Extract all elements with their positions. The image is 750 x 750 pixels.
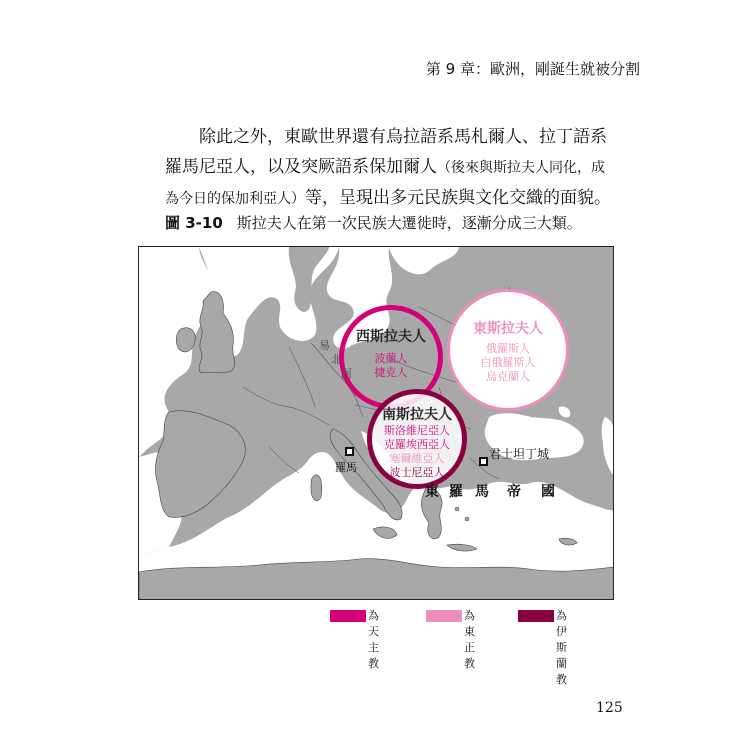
east-slavs-item: 烏克蘭人 xyxy=(486,370,530,383)
figure-caption xyxy=(165,212,615,233)
figure-caption-text: 斯拉夫人在第一次民族大遷徙時，逐漸分成三大類。 xyxy=(236,214,582,232)
east-slavs-item: 白俄羅斯人 xyxy=(480,356,536,369)
paragraph-part-2: （後來與斯拉夫人同化，成為今日的保加利亞人） xyxy=(165,160,605,207)
legend-label-orthodox: 為東正教 xyxy=(464,609,475,670)
constantinople-marker xyxy=(479,457,488,466)
east-slavs-circle xyxy=(447,289,569,411)
east-slavs-item: 俄羅斯人 xyxy=(486,342,530,355)
paragraph-part-3: 等，呈現出多元民族與文化交織的面貌。 xyxy=(305,188,611,208)
rome-marker xyxy=(345,447,354,456)
south-slavs-item: 波士尼亞人 xyxy=(389,466,445,479)
legend-swatch-catholic xyxy=(330,610,366,622)
empire-label-char: 國 xyxy=(541,484,555,500)
legend-swatch-islam xyxy=(518,610,554,622)
river-label-char: 易 xyxy=(319,339,330,352)
south-slavs-circle xyxy=(367,389,467,489)
legend-label-islam: 為伊斯蘭教 xyxy=(556,609,567,686)
river-label-char: 北 xyxy=(331,353,342,366)
figure-number: 圖 3-10 xyxy=(165,214,223,232)
page-number: 125 xyxy=(596,700,623,716)
south-slavs-item: 克羅埃西亞人 xyxy=(384,438,450,451)
paragraph-part-1: 除此之外，東歐世界還有烏拉語系馬札爾人、拉丁語系羅馬尼亞人，以及突厥語系保加爾人 xyxy=(165,127,607,177)
south-slavs-item: 塞爾維亞人 xyxy=(389,452,445,465)
south-slavs-item: 斯洛維尼亞人 xyxy=(384,424,450,437)
chapter-header: 第 9 章：歐洲，剛誕生就被分割 xyxy=(425,60,640,78)
legend-label-catholic: 為天主教 xyxy=(368,609,379,670)
rome-label: 羅馬 xyxy=(335,461,357,474)
south-slavs-title: 南斯拉夫人 xyxy=(382,407,452,423)
east-slavs-title: 東斯拉夫人 xyxy=(473,321,543,337)
west-slavs-item: 捷克人 xyxy=(374,366,408,379)
europe-map xyxy=(138,246,614,600)
river-label-char: 河 xyxy=(341,367,352,380)
constantinople-label: 君士坦丁城 xyxy=(489,447,550,461)
empire-label-char: 羅 xyxy=(449,484,463,500)
empire-label-char: 馬 xyxy=(475,484,489,500)
body-paragraph xyxy=(165,122,615,214)
west-slavs-title: 西斯拉夫人 xyxy=(356,329,426,345)
empire-label-char: 東 xyxy=(425,484,439,500)
legend-swatch-orthodox xyxy=(426,610,462,622)
west-slavs-item: 波蘭人 xyxy=(374,352,408,365)
empire-label-char: 帝 xyxy=(507,484,521,500)
